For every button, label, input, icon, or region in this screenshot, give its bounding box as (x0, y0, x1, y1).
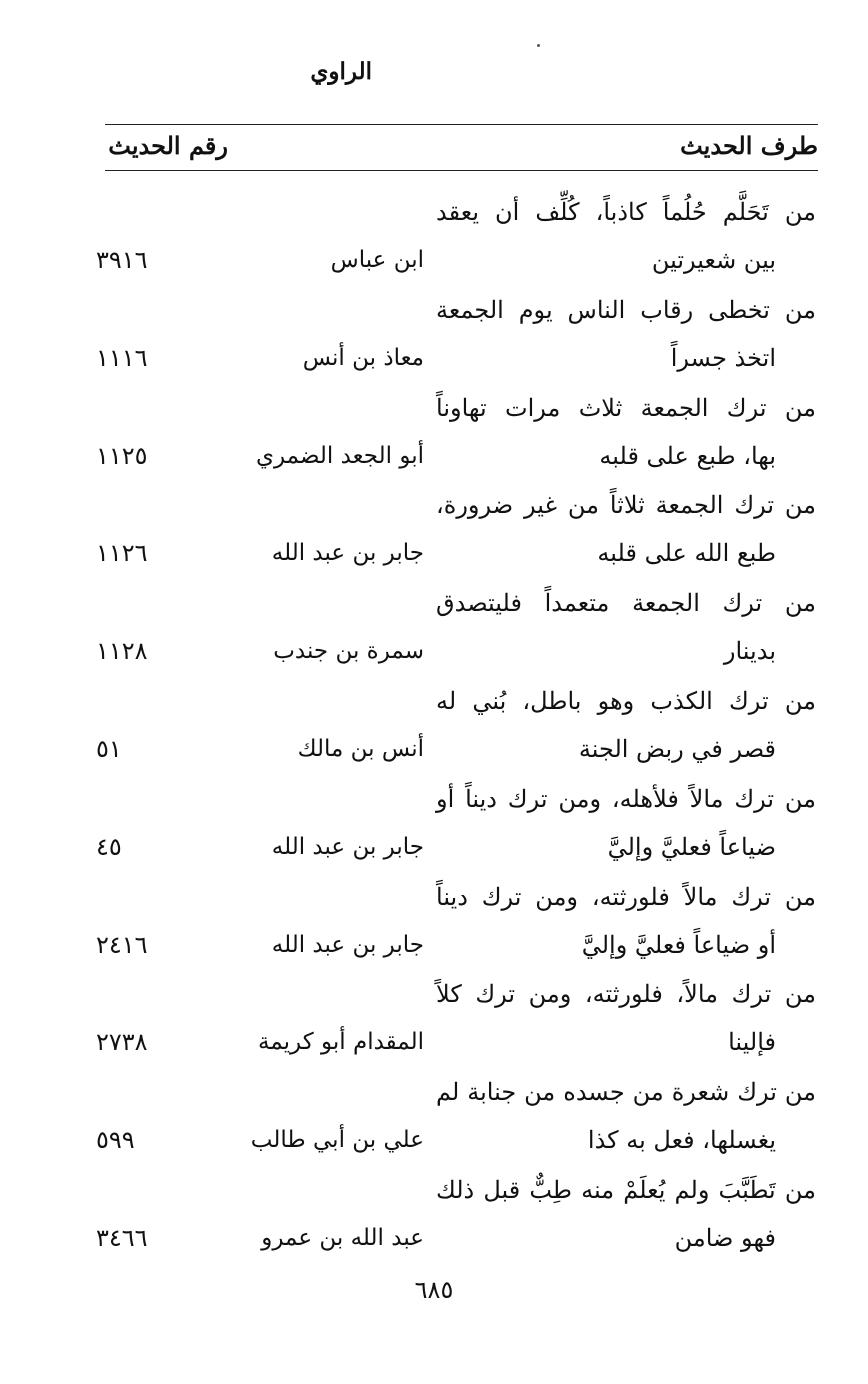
hadith-text-line-1: من تَطَبَّبَ ولم يُعلَمْ منه طِبٌّ قبل ذلك (436, 1175, 816, 1204)
hadith-text-line-1: من ترك الكذب وهو باطل، بُني له (436, 686, 816, 715)
hadith-text-line-1: من ترك مالاً فلأهله، ومن ترك ديناً أو (436, 784, 816, 813)
narrator-name: معاذ بن أنس (302, 344, 424, 371)
index-entry (0, 188, 868, 286)
header-narrator-label: الراوي (310, 58, 372, 85)
hadith-number: ٥١ (96, 734, 122, 763)
hadith-number: ٢٤١٦ (96, 930, 148, 959)
header-hadith-label: طرف الحديث (680, 131, 818, 160)
narrator-name: جابر بن عبد الله (271, 931, 424, 958)
hadith-text-line-1: من تخطى رقاب الناس يوم الجمعة (436, 295, 816, 324)
hadith-text-line-1: من ترك شعرة من جسده من جنابة لم (436, 1078, 817, 1107)
narrator-name: علي بن أبي طالب (250, 1127, 424, 1154)
hadith-number: ٣٩١٦ (96, 246, 148, 274)
hadith-text-line-1: من ترك مالاً فلورثته، ومن ترك ديناً (436, 882, 816, 911)
hadith-number: ٢٧٣٨ (96, 1028, 148, 1057)
index-entry (0, 677, 868, 775)
hadith-number: ٤٥ (96, 832, 122, 861)
hadith-text-line-2: طبع الله على قلبه (597, 539, 776, 568)
narrator-name: جابر بن عبد الله (271, 540, 424, 567)
header-number-label: رقم الحديث (108, 131, 228, 160)
narrator-name: جابر بن عبد الله (271, 833, 424, 860)
hadith-number: ١١٢٥ (96, 441, 148, 470)
header-top-rule (105, 124, 818, 125)
hadith-text-line-2: ضياعاً فعليَّ وإليَّ (607, 832, 776, 861)
hadith-text-line-2: يغسلها، فعل به كذا (587, 1126, 776, 1155)
narrator-name: أنس بن مالك (297, 735, 424, 762)
hadith-text-line-2: اتخذ جسراً (670, 343, 776, 372)
index-entry (0, 384, 868, 482)
hadith-text-line-2: بين شعيرتين (651, 246, 776, 274)
hadith-text-line-2: قصر في ربض الجنة (578, 734, 776, 763)
narrator-name: أبو الجعد الضمري (255, 442, 424, 469)
hadith-number: ١١١٦ (96, 343, 148, 372)
hadith-number: ٥٩٩ (96, 1126, 135, 1155)
page-number: ٦٨٥ (414, 1276, 454, 1304)
narrator-name: ابن عباس (330, 247, 424, 273)
narrator-name: المقدام أبو كريمة (258, 1029, 424, 1056)
index-entry (0, 970, 868, 1068)
hadith-text-line-2: بدينار (723, 637, 776, 666)
hadith-number: ١١٢٨ (96, 637, 148, 666)
hadith-text-line-2: فإلينا (728, 1028, 776, 1057)
index-entry (0, 579, 868, 677)
index-entry (0, 873, 868, 971)
hadith-text-line-1: من تَحَلَّم حُلُماً كاذباً، كُلِّف أن يعقد (436, 198, 816, 226)
hadith-text-line-2: أو ضياعاً فعليَّ وإليَّ (581, 930, 776, 959)
hadith-index-list (0, 188, 868, 1264)
header-bottom-rule (105, 170, 818, 171)
index-entry (0, 775, 868, 873)
hadith-text-line-1: من ترك الجمعة ثلاث مرات تهاوناً (436, 393, 816, 422)
hadith-number: ١١٢٦ (96, 539, 148, 568)
hadith-text-line-1: من ترك مالاً، فلورثته، ومن ترك كلاً (436, 980, 816, 1009)
print-speck (537, 44, 540, 47)
hadith-number: ٣٤٦٦ (96, 1223, 148, 1252)
index-entry (0, 481, 868, 579)
hadith-text-line-2: فهو ضامن (674, 1223, 776, 1252)
hadith-text-line-1: من ترك الجمعة ثلاثاً من غير ضرورة، (436, 491, 816, 520)
index-entry (0, 286, 868, 384)
narrator-name: عبد الله بن عمرو (261, 1224, 424, 1251)
index-entry (0, 1166, 868, 1264)
narrator-name: سمرة بن جندب (273, 638, 424, 665)
hadith-text-line-2: بها، طبع على قلبه (599, 441, 776, 470)
index-entry (0, 1068, 868, 1166)
hadith-text-line-1: من ترك الجمعة متعمداً فليتصدق (436, 589, 816, 618)
